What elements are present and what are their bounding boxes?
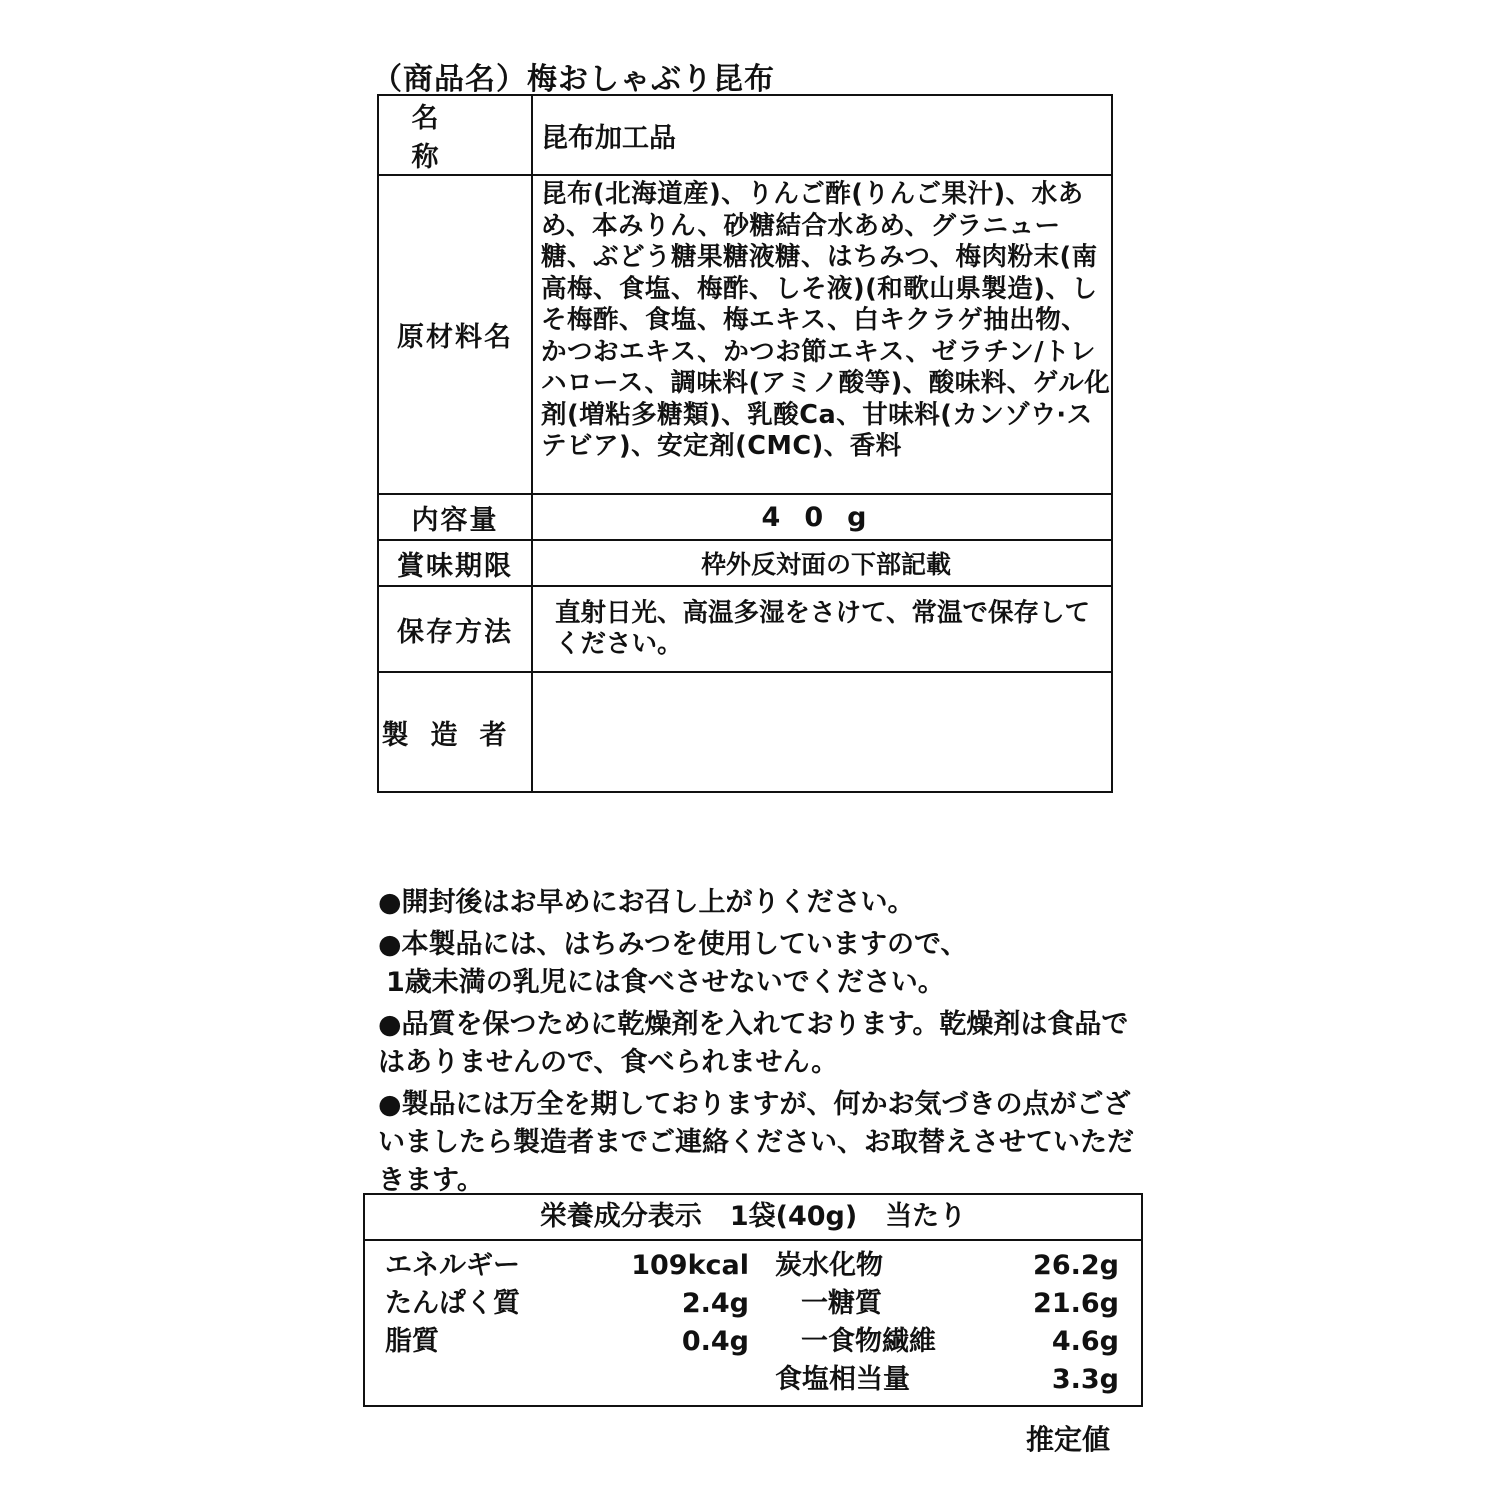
nutrition-row [365, 1247, 1141, 1285]
nutrition-header [365, 1195, 1141, 1241]
nutrition-serving: 1袋(40g) [729, 1201, 858, 1232]
label-key-storage: 保存方法 [378, 586, 532, 672]
note-item: ●開封後はお早めにお召し上がりください。 [378, 887, 915, 918]
label-row-manufacturer [378, 672, 1112, 792]
label-key-manufacturer: 製造者 [378, 672, 532, 792]
label-value-content: 40g [532, 494, 1112, 540]
nutrient-label: エネルギー [385, 1250, 520, 1281]
label-row-content [378, 494, 1112, 540]
food-label-table [377, 94, 1113, 793]
nutrient-label: 食塩相当量 [775, 1364, 910, 1395]
nutrient-value: 26.2g [1033, 1250, 1119, 1281]
nutrient-label: 脂質 [385, 1326, 439, 1357]
nutrient-value: 0.4g [681, 1326, 749, 1357]
note-item: ●品質を保つために乾燥剤を入れております。乾燥剤は食品ではありませんので、食べられません。 [378, 1009, 1129, 1078]
label-row-storage [378, 586, 1112, 672]
note-item: ●製品には万全を期しておりますが、何かお気づきの点がございましたら製造者までご連絡ください、お取替えさせていただきます。 [378, 1089, 1134, 1196]
nutrition-facts-box [363, 1193, 1143, 1407]
nutrition-row [365, 1361, 1141, 1399]
label-value-expiry: 枠外反対面の下部記載 [532, 540, 1112, 586]
nutrition-per: 当たり [885, 1201, 967, 1232]
label-row-name [378, 95, 1112, 175]
product-name-heading: （商品名）梅おしゃぶり昆布 [372, 62, 775, 97]
label-value-storage: 直射日光、高温多湿をさけて、常温で保存してください。 [532, 586, 1112, 672]
label-key-name: 名称 [378, 95, 532, 175]
nutrition-row [365, 1285, 1141, 1323]
label-row-expiry [378, 540, 1112, 586]
nutrient-value: 2.4g [681, 1288, 749, 1319]
nutrient-label: 一食物繊維 [801, 1326, 936, 1357]
label-value-manufacturer [532, 672, 1112, 792]
nutrient-value: 4.6g [1051, 1326, 1119, 1357]
caution-notes [378, 884, 1138, 1204]
estimate-note: 推定値 [1026, 1423, 1111, 1456]
note-item: ●本製品には、はちみつを使用していますので、 [378, 929, 968, 960]
nutrition-title: 栄養成分表示 [539, 1201, 702, 1232]
label-key-expiry: 賞味期限 [378, 540, 532, 586]
nutrient-value: 3.3g [1051, 1364, 1119, 1395]
nutrient-label: たんぱく質 [385, 1288, 520, 1319]
nutrient-value: 109kcal [631, 1250, 749, 1281]
label-key-ingredients: 原材料名 [378, 175, 532, 494]
label-key-content: 内容量 [378, 494, 532, 540]
label-row-ingredients [378, 175, 1112, 494]
label-value-ingredients: 昆布(北海道産)、りんご酢(りんご果汁)、水あめ、本みりん、砂糖結合水あめ、グラニュー糖、ぶどう糖果糖液糖、はちみつ、梅肉粉末(南高梅、食塩、梅酢、しそ液)(和歌山県製造)、しそ梅酢、食塩、梅エキス、白キクラゲ抽出物、かつおエキス、かつお節エキス、ゼラチン/トレハロース、調味料(アミノ酸等)、酸味料、ゲル化剤(増粘多糖類)、乳酸Ca、甘味料(カンゾウ·ステビア)、安定剤(CMC)、香料 [532, 175, 1112, 494]
nutrition-row [365, 1323, 1141, 1361]
note-item: 1歳未満の乳児には食べさせないでください。 [386, 967, 945, 998]
nutrient-value: 21.6g [1033, 1288, 1119, 1319]
nutrient-label: 炭水化物 [775, 1250, 883, 1281]
label-value-name: 昆布加工品 [532, 95, 1112, 175]
nutrient-label: 一糖質 [801, 1288, 882, 1319]
